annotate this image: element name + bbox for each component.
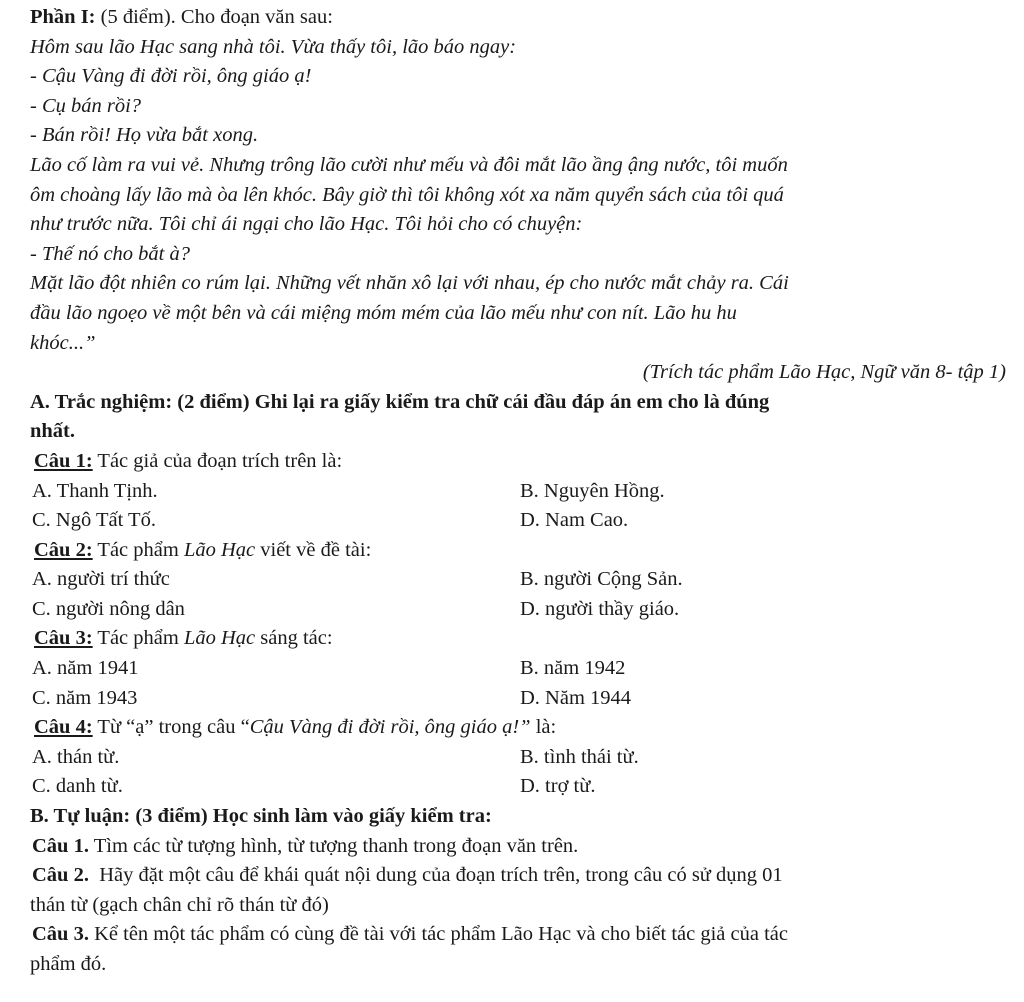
section-a-heading: A. Trắc nghiệm: (2 điểm) Ghi lại ra giấy kiểm tra chữ cái đầu đáp án em cho là đúng (30, 390, 770, 413)
essay-question-1: Câu 1. Tìm các từ tượng hình, từ tượng thanh trong đoạn văn trên. (32, 834, 579, 857)
passage-line: Mặt lão đột nhiên co rúm lại. Những vết nhăn xô lại với nhau, ép cho nước mắt chảy ra. Cái (30, 272, 789, 295)
question-2-options-row (30, 595, 1008, 625)
question-1-options-row (30, 506, 1008, 536)
question-3-options-row (30, 654, 1008, 684)
answer-option: A. năm 1941 (32, 657, 139, 680)
passage-line: - Thế nó cho bắt à? (30, 242, 190, 265)
answer-option: A. người trí thức (32, 568, 170, 591)
question-3: Câu 3: Tác phẩm Lão Hạc sáng tác: (34, 627, 333, 650)
passage-line: ôm choàng lấy lão mà òa lên khóc. Bây giờ thì tôi không xót xa năm quyển sách của tôi quá (30, 183, 784, 206)
question-1: Câu 1: Tác giả của đoạn trích trên là: (34, 449, 343, 472)
answer-option: B. tình thái từ. (520, 745, 639, 768)
passage-source: (Trích tác phẩm Lão Hạc, Ngữ văn 8- tập 1) (642, 361, 1006, 384)
passage-line: khóc...” (30, 331, 96, 354)
passage-line: Lão cố làm ra vui vẻ. Nhưng trông lão cười như mếu và đôi mắt lão ầng ậng nước, tôi muốn (30, 153, 788, 176)
essay-question-3-cont: phẩm đó. (30, 953, 107, 975)
answer-option: C. Ngô Tất Tố. (32, 509, 156, 532)
essay-question-2-cont: thán từ (gạch chân chỉ rõ thán từ đó) (30, 893, 329, 916)
question-2-options-row (30, 565, 1008, 595)
answer-option: A. thán từ. (32, 745, 120, 768)
question-4-options-row (30, 772, 1008, 802)
answer-option: B. Nguyên Hồng. (520, 479, 665, 502)
answer-option: B. năm 1942 (520, 657, 626, 680)
question-4-options-row (30, 743, 1008, 773)
section-b-heading: B. Tự luận: (3 điểm) Học sinh làm vào giấy kiểm tra: (30, 805, 492, 828)
passage (30, 33, 1008, 359)
answer-option: C. danh từ. (32, 775, 123, 798)
question-4: Câu 4: Từ “ạ” trong câu “Cậu Vàng đi đời rồi, ông giáo ạ!” là: (34, 716, 557, 739)
answer-option: C. năm 1943 (32, 686, 138, 709)
passage-line: - Bán rồi! Họ vừa bắt xong. (30, 124, 259, 147)
answer-option: B. người Cộng Sản. (520, 568, 683, 591)
part1-heading: Phần I: (5 điểm). Cho đoạn văn sau: (30, 6, 333, 28)
question-3-options-row (30, 684, 1008, 714)
essay-question-3: Câu 3. Kể tên một tác phẩm có cùng đề tài với tác phẩm Lão Hạc và cho biết tác giả của tác (32, 923, 788, 946)
answer-option: D. Nam Cao. (520, 509, 629, 532)
answer-option: A. Thanh Tịnh. (32, 479, 158, 502)
question-2: Câu 2: Tác phẩm Lão Hạc viết về đề tài: (34, 538, 372, 561)
answer-option: D. Năm 1944 (520, 686, 632, 709)
answer-option: C. người nông dân (32, 597, 185, 620)
answer-option: D. người thầy giáo. (520, 597, 680, 620)
passage-line: Hôm sau lão Hạc sang nhà tôi. Vừa thấy tôi, lão báo ngay: (30, 35, 517, 58)
essay-question-2: Câu 2. Hãy đặt một câu để khái quát nội dung của đoạn trích trên, trong câu có sử dụng 01 (32, 864, 783, 887)
passage-line: đầu lão ngoẹo về một bên và cái miệng móm mém của lão mếu như con nít. Lão hu hu (30, 301, 737, 324)
passage-line: như trước nữa. Tôi chỉ ái ngại cho lão Hạc. Tôi hỏi cho có chuyện: (30, 213, 583, 236)
answer-option: D. trợ từ. (520, 775, 596, 798)
passage-line: - Cậu Vàng đi đời rồi, ông giáo ạ! (30, 65, 312, 88)
section-a-heading-cont: nhất. (30, 420, 76, 443)
question-1-options-row (30, 477, 1008, 507)
passage-line: - Cụ bán rồi? (30, 94, 142, 117)
